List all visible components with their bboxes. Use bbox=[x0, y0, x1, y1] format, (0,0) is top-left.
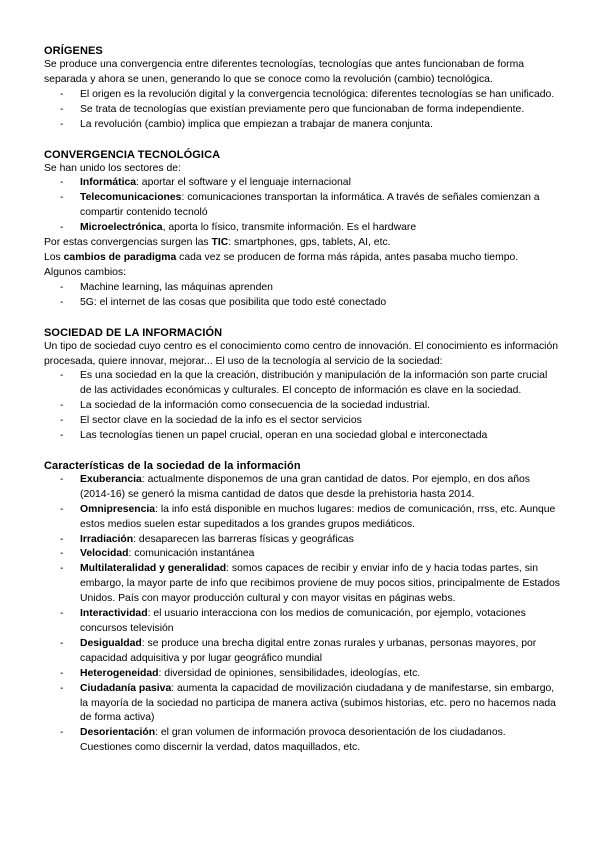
list-item bbox=[44, 191, 560, 221]
section-title: SOCIEDAD DE LA INFORMACIÓN bbox=[44, 326, 223, 339]
term-desc: : aumenta la capacidad de movilización ciudadana y de manifestarse, sin embargo, la mayoría de la sociedad no participa de manera activa (subimos historias, etc. pero no hacemos nada de forma activa) bbox=[80, 682, 556, 724]
term-desc: : actualmente disponemos de una gran cantidad de datos. Por ejemplo, en dos años (2014-16) se generó la misma cantidad de datos que desde la prehistoria hasta 2014. bbox=[80, 473, 530, 500]
list-item bbox=[44, 533, 560, 548]
bullet-list bbox=[44, 281, 560, 311]
section-caracteristicas bbox=[44, 459, 560, 756]
list-item bbox=[44, 607, 560, 637]
bullet-list bbox=[44, 176, 560, 236]
tic-line: Por estas convergencias surgen las TIC: smartphones, gps, tablets, AI, etc. bbox=[44, 237, 391, 249]
list-item: - La revolución (cambio) implica que empiezan a trabajar de manera conjunta. bbox=[44, 118, 560, 133]
term: Velocidad bbox=[80, 548, 129, 560]
term-desc: : el usuario interacciona con los medios de comunicación, por ejemplo, votaciones concursos televisión bbox=[80, 608, 526, 634]
list-item bbox=[44, 682, 560, 727]
list-item: - La sociedad de la información como consecuencia de la sociedad industrial. bbox=[44, 399, 560, 414]
term: cambios de paradigma bbox=[63, 251, 177, 263]
list-item bbox=[44, 547, 560, 562]
list-item: - Es una sociedad en la que la creación, distribución y manipulación de la información son parte crucial de las actividades económicas y culturales. El concepto de información es clave en la sociedad. bbox=[44, 369, 560, 399]
term-desc: : se produce una brecha digital entre zonas rurales y urbanas, personas mayores, por capacidad adquisitiva y por lugar geográfico mundial bbox=[80, 637, 537, 664]
list-item bbox=[44, 667, 560, 682]
term-desc: : aportar el software y el lenguaje internacional bbox=[136, 177, 351, 189]
cambios-intro: Algunos cambios: bbox=[44, 266, 127, 278]
term: Desorientación bbox=[80, 727, 156, 739]
term-desc: : diversidad de opiniones, sensibilidades, ideologías, etc. bbox=[158, 667, 421, 679]
list-item bbox=[44, 473, 560, 503]
section-origenes bbox=[44, 44, 560, 133]
section-title: CONVERGENCIA TECNOLÓGICA bbox=[44, 148, 221, 161]
paradigma-line: Los cambios de paradigma cada vez se producen de forma más rápida, antes pasaba mucho tiempo. bbox=[44, 251, 519, 263]
term-desc: : la info está disponible en muchos lugares: medios de comunicación, rrss, etc. Aunque estos medios suelen estar supeditados a los grandes grupos mediáticos. bbox=[80, 503, 556, 530]
list-item bbox=[44, 176, 560, 191]
list-item bbox=[44, 503, 560, 533]
section-intro: Se produce una convergencia entre diferentes tecnologías, tecnologías que antes funcionaban de forma separada y ahora se unen, generando lo que se conoce como la revolución (cambio) tecnológica. bbox=[44, 59, 525, 85]
section-intro: Un tipo de sociedad cuyo centro es el conocimiento como centro de innovación. El conocimiento es información procesada, quiere innovar, mejorar... El uso de la tecnología al servicio de la sociedad: bbox=[44, 340, 559, 367]
term: TIC bbox=[211, 237, 229, 249]
term: Irradiación bbox=[80, 533, 134, 545]
list-item bbox=[44, 726, 560, 756]
term: Desigualdad bbox=[80, 637, 142, 649]
term: Ciudadanía pasiva bbox=[80, 682, 172, 694]
list-item: - 5G: el internet de las cosas que posibilita que todo esté conectado bbox=[44, 296, 560, 311]
section-title: ORÍGENES bbox=[44, 45, 103, 57]
document-page bbox=[44, 44, 560, 756]
term-desc: : el gran volumen de información provoca desorientación de los ciudadanos. Cuestiones como discernir la verdad, datos maquillados, etc. bbox=[80, 727, 506, 754]
bullet-list bbox=[44, 88, 560, 133]
term: Microelectrónica bbox=[80, 222, 163, 234]
term-desc: : desaparecen las barreras físicas y geográficas bbox=[133, 533, 354, 545]
bullet-list bbox=[44, 369, 560, 444]
term-desc: : somos capaces de recibir y enviar info de y hacia todas partes, sin embargo, la mayor parte de info que recibimos proviene de muy pocos sitios, principalmente de Estados Unidos. País con mayor producción cultural y con mayor visitas en páginas webs. bbox=[80, 563, 560, 605]
list-item bbox=[44, 637, 560, 667]
term: Multilateralidad y generalidad bbox=[80, 563, 227, 575]
list-item bbox=[44, 221, 560, 236]
term: Heterogeneidad bbox=[80, 667, 159, 679]
list-item bbox=[44, 562, 560, 607]
term: Telecomunicaciones bbox=[80, 192, 182, 204]
term-desc: , aporta lo físico, transmite información. Es el hardware bbox=[162, 222, 417, 234]
section-sociedad bbox=[44, 326, 560, 444]
bullet-list bbox=[44, 473, 560, 756]
list-item: - Machine learning, las máquinas aprenden bbox=[44, 281, 560, 296]
term: Informática bbox=[80, 177, 137, 189]
list-item: - El origen es la revolución digital y la convergencia tecnológica: diferentes tecnologías se han unificado. bbox=[44, 88, 560, 103]
list-item: - Las tecnologías tienen un papel crucial, operan en una sociedad global e interconectada bbox=[44, 429, 560, 444]
section-intro: Se han unido los sectores de: bbox=[44, 162, 181, 174]
list-item: - El sector clave en la sociedad de la info es el sector servicios bbox=[44, 414, 560, 429]
section-convergencia bbox=[44, 148, 560, 311]
list-item: - Se trata de tecnologías que existían previamente pero que funcionaban de forma independiente. bbox=[44, 103, 560, 118]
term: Interactividad bbox=[80, 608, 148, 620]
term-desc: : comunicación instantánea bbox=[128, 548, 255, 560]
term: Omnipresencia bbox=[80, 503, 156, 515]
term: Exuberancia bbox=[80, 473, 142, 485]
term-desc: : comunicaciones transportan la informática. A través de señales comienzan a compartir contenido tecnoló bbox=[80, 192, 540, 219]
section-title: Características de la sociedad de la información bbox=[44, 459, 301, 472]
